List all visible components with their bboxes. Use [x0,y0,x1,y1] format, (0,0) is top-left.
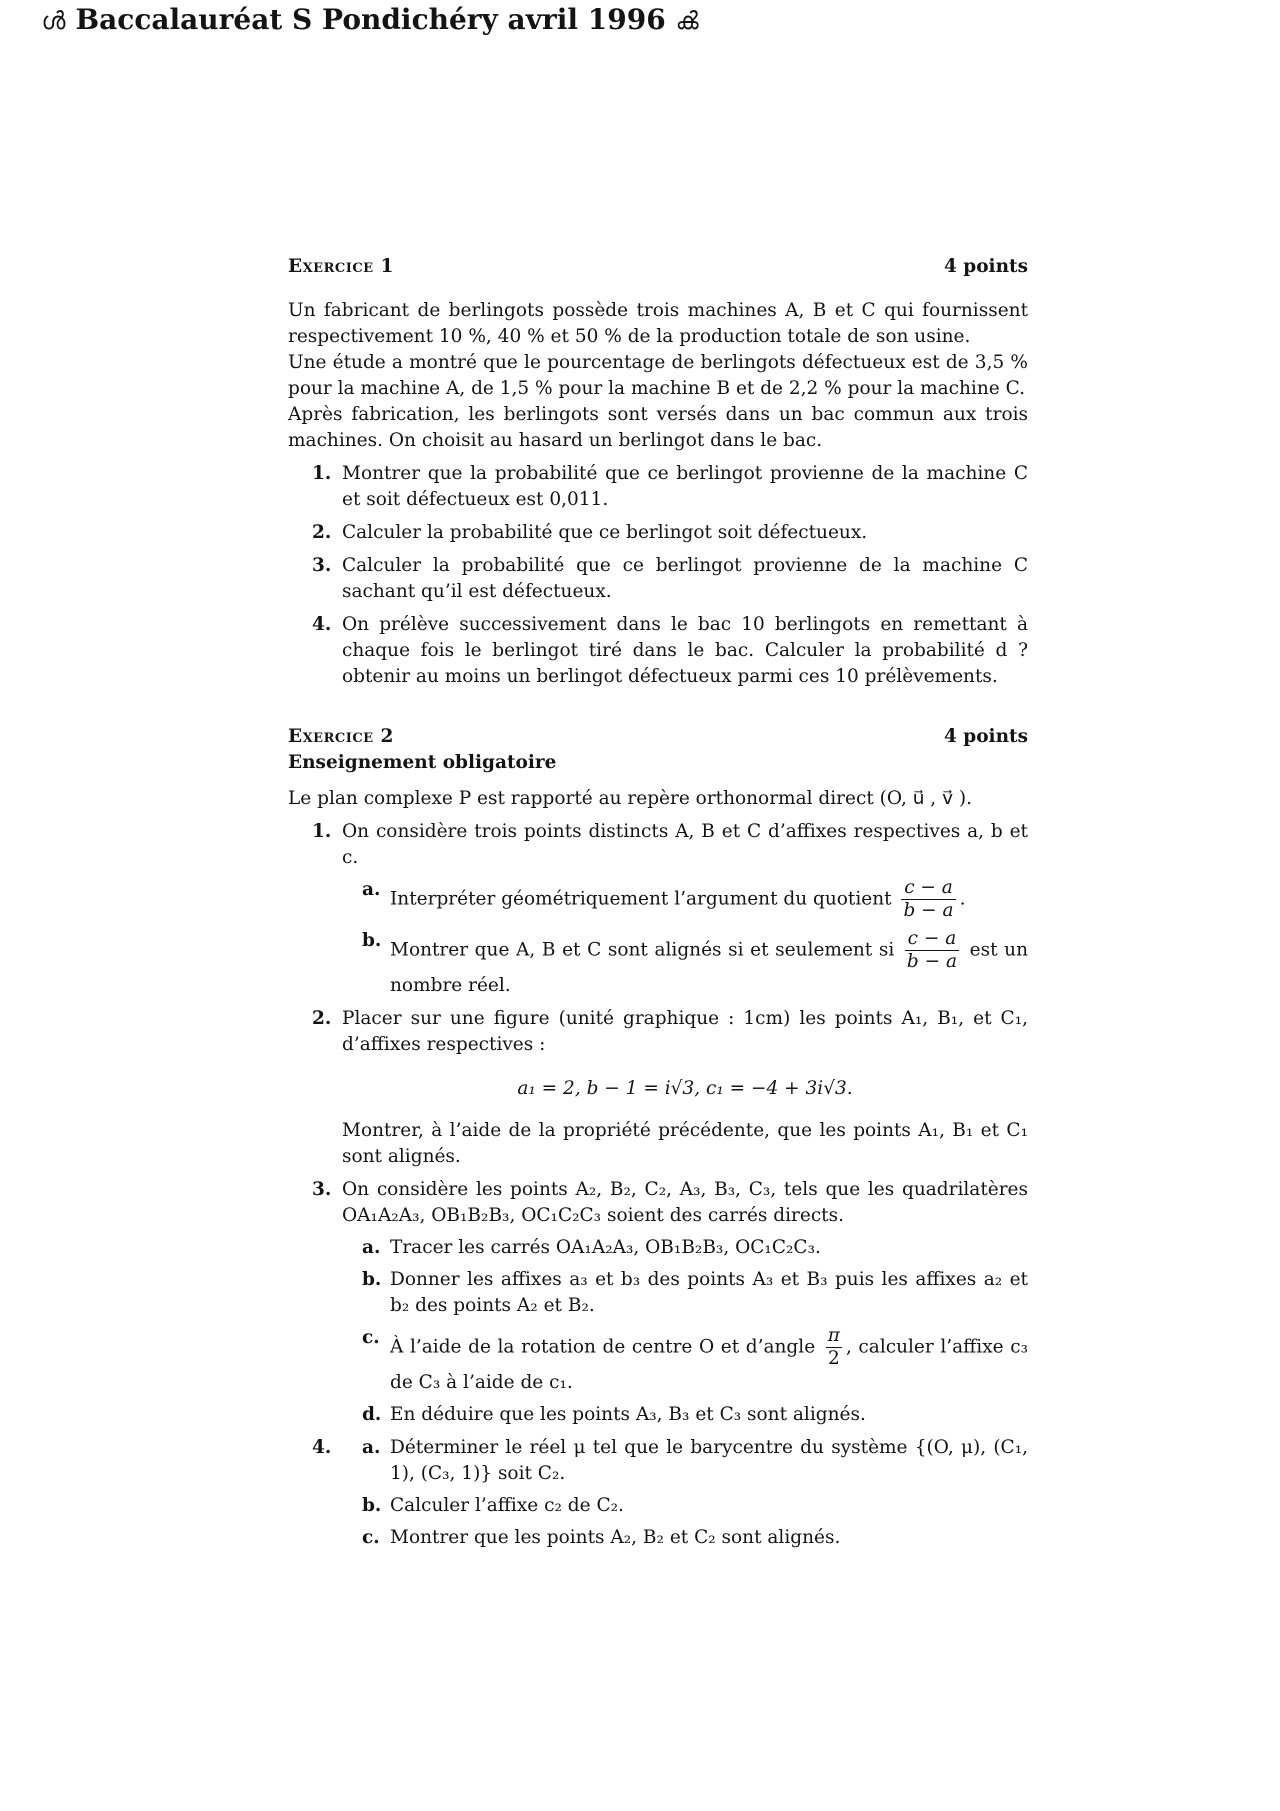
subquestion-label: a. [362,1237,381,1258]
ornament-right-icon: ൿ [675,7,699,35]
subquestion-text: Donner les affixes a₃ et b₃ des points A₃ et B₃ puis les affixes a₂ et b₂ des points A₂ et B₂. [390,1269,1028,1316]
document-body [288,254,1028,1551]
equation: a₁ = 2, b − 1 = i√3, c₁ = −4 + 3i√3. [517,1078,853,1099]
exercise-2 [288,724,1028,1551]
exercise-1-question [288,461,1028,513]
question-text: On considère les points A₂, B₂, C₂, A₃, B₃, C₃, tels que les quadrilatères OA₁A₂A₃, OB₁B₂B₃, OC₁C₂C₃ soient des carrés directs. [342,1179,1028,1226]
subquestion-text: À l’aide de la rotation de centre O et d’angle [390,1336,816,1358]
subquestion-text: Tracer les carrés OA₁A₂A₃, OB₁B₂B₃, OC₁C₂C₃. [390,1237,821,1258]
fraction-numerator: c − a [905,928,959,951]
subquestion-label: c. [362,1327,380,1348]
exercise-1-intro-p3: Après fabrication, les berlingots sont versés dans un bac commun aux trois machines. On choisit au hasard un berlingot dans le bac. [288,404,1028,451]
fraction-numerator: c − a [901,877,955,900]
fraction [905,928,959,973]
subquestion-c [342,1325,1028,1396]
question-number: 4. [312,614,332,635]
question-text: On prélève successivement dans le bac 10 berlingots en remettant à chaque fois le berlingot tiré dans le bac. Calculer la probabilité d ?obtenir au moins un berlingot défectueux parmi ces 10 prélèvements. [342,614,1028,687]
exercise-2-question-1 [288,819,1028,999]
subquestions [342,877,1028,999]
subquestion-a [342,1235,1028,1261]
exercise-2-title: Exercice 2 [288,726,394,747]
question-text: Placer sur une figure (unité graphique : 1cm) les points A₁, B₁, et C₁, d’affixes respectives : [342,1008,1028,1055]
fraction-denominator: 2 [827,1348,840,1369]
exercise-1-intro-p1: Un fabricant de berlingots possède trois machines A, B et C qui fournissent respectivement 10 %, 40 % et 50 % de la production totale de son usine. [288,300,1028,347]
ornament-left-icon: ൾ [41,7,66,35]
exercise-1-intro-p2: Une étude a montré que le pourcentage de berlingots défectueux est de 3,5 % pour la machine A, de 1,5 % pour la machine B et de 2,2 % pour la machine C. [288,352,1028,399]
subquestion-label: a. [362,1437,381,1458]
subquestion-a [342,1435,1028,1487]
subquestion-text: Interpréter géométriquement l’argument du quotient [390,888,892,910]
subquestion-b [342,1493,1028,1519]
subquestion-text: Calculer l’affixe c₂ de C₂. [390,1495,624,1516]
question-followup: Montrer, à l’aide de la propriété précédente, que les points A₁, B₁ et C₁ sont alignés. [342,1120,1028,1167]
fraction-denominator: b − a [903,900,954,921]
exercise-1-intro [288,298,1028,454]
question-text: Montrer que la probabilité que ce berlingot provienne de la machine C et soit défectueux est 0,011. [342,463,1028,510]
fraction-denominator: b − a [906,951,958,972]
fraction-numerator: π [827,1325,840,1346]
question-number: 1. [312,821,332,842]
exercise-2-subtitle: Enseignement obligatoire [288,752,557,773]
subquestion-label: b. [362,1495,382,1516]
subquestion-text: Montrer que les points A₂, B₂ et C₂ sont alignés. [390,1527,841,1548]
subquestion-text: En déduire que les points A₃, B₃ et C₃ sont alignés. [390,1404,866,1425]
subquestion-b [342,1267,1028,1319]
subquestion-text: Déterminer le réel μ tel que le barycentre du système {(O, μ), (C₁, 1), (C₃, 1)} soit C₂. [390,1437,1028,1484]
question-number: 3. [312,1179,332,1200]
subquestion-text: Montrer que A, B et C sont alignés si et seulement si [390,939,895,961]
exercise-1-question [288,612,1028,690]
subquestion-end: . [959,888,966,910]
subquestion-text-end: , calculer l’affixe c₃ de C₃ à l’aide de c₁. [390,1336,1028,1393]
subquestion-end: est un nombre réel. [390,939,1028,996]
subquestion-label: b. [362,1269,382,1290]
subquestions [342,1435,1028,1551]
exercise-1-questions [288,461,1028,690]
exercise-2-question-3 [288,1177,1028,1428]
subquestions [342,1235,1028,1428]
fraction [826,1325,842,1370]
page-title [0,0,840,41]
subquestion-label: b. [362,930,382,951]
subquestion-d [342,1402,1028,1428]
page-title-text: Baccalauréat S Pondichéry avril 1996 [75,3,666,36]
question-text: Calculer la probabilité que ce berlingot soit défectueux. [342,522,868,543]
question-number: 4. [312,1437,332,1458]
exercise-1-question [288,520,1028,546]
question-text: Calculer la probabilité que ce berlingot provienne de la machine C sachant qu’il est défectueux. [342,555,1028,602]
fraction [901,877,955,922]
question-number: 2. [312,522,332,543]
question-number: 3. [312,555,332,576]
exercise-2-questions [288,819,1028,1551]
exercise-2-header [288,724,1028,750]
subquestion-c [342,1525,1028,1551]
question-text: On considère trois points distincts A, B et C d’affixes respectives a, b et c. [342,821,1028,868]
subquestion-label: d. [362,1404,382,1425]
exercise-1-question [288,553,1028,605]
exercise-2-points: 4 points [943,726,1028,747]
subquestion-a [342,877,1028,922]
exercise-1-header [288,254,1028,280]
exercise-1-points: 4 points [943,256,1028,277]
exercise-1 [288,254,1028,690]
exercise-1-title: Exercice 1 [288,256,394,277]
question-number: 1. [312,463,332,484]
exercise-2-question-4 [288,1435,1028,1551]
subquestion-label: c. [362,1527,380,1548]
subquestion-b [342,928,1028,999]
exercise-2-question-2 [288,1006,1028,1170]
subquestion-label: a. [362,879,381,900]
exercise-2-intro: Le plan complexe P est rapporté au repère orthonormal direct (O, u⃗ , v⃗ ). [288,788,972,809]
question-number: 2. [312,1008,332,1029]
